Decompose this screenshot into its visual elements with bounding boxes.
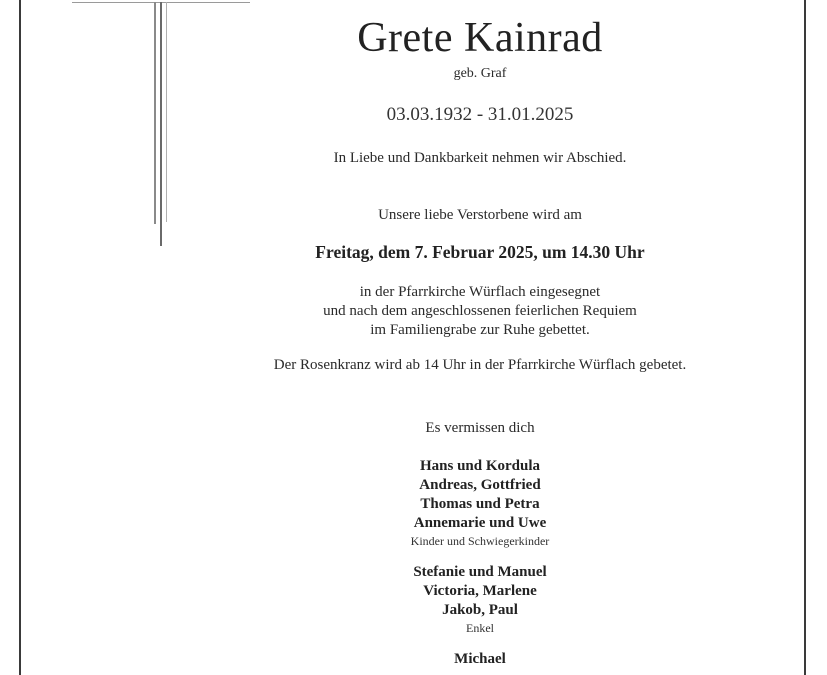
life-dates: 03.03.1932 - 31.01.2025 [386,104,574,125]
maiden-name: geb. Graf [453,66,507,81]
mourner-name: Michael [454,651,506,667]
mourner-relation: Kinder und Schwiegerkinder [410,534,550,548]
ceremony-detail-line: und nach dem angeschlossenen feierlichen Requiem [323,303,637,319]
cross-post-right [166,2,167,222]
mourners-heading: Es vermissen dich [425,420,535,436]
ceremony-detail-line: im Familiengrabe zur Ruhe gebettet. [370,322,590,338]
mourner-name: Victoria, Marlene [423,583,537,599]
ceremony-detail-line: in der Pfarrkirche Würflach eingesegnet [359,284,601,300]
mourner-name: Thomas und Petra [420,496,540,512]
ceremony-intro: Unsere liebe Verstorbene wird am [378,207,582,223]
mourner-name: Hans und Kordula [419,458,541,474]
deceased-name: Grete Kainrad [357,15,603,61]
mourner-group-children [230,457,730,549]
ceremony-details [230,283,730,340]
farewell-text: In Liebe und Dankbarkeit nehmen wir Abschied. [333,150,627,166]
mourner-name: Stefanie und Manuel [413,564,547,580]
page-border-left [19,0,21,675]
mourner-relation: Enkel [466,621,494,635]
mourner-name: Jakob, Paul [442,602,518,618]
cross-post-center [160,2,162,246]
rosary-text: Der Rosenkranz wird ab 14 Uhr in der Pfarrkirche Würflach gebetet. [273,357,687,373]
mourner-name: Andreas, Gottfried [419,477,541,493]
cross-post-left [154,2,156,224]
ceremony-date-time: Freitag, dem 7. Februar 2025, um 14.30 Uhr [315,242,645,262]
mourner-name: Annemarie und Uwe [413,515,547,531]
mourner-group-grandchildren [230,563,730,636]
mourner-group-other [230,650,730,669]
page-border-right [804,0,806,675]
